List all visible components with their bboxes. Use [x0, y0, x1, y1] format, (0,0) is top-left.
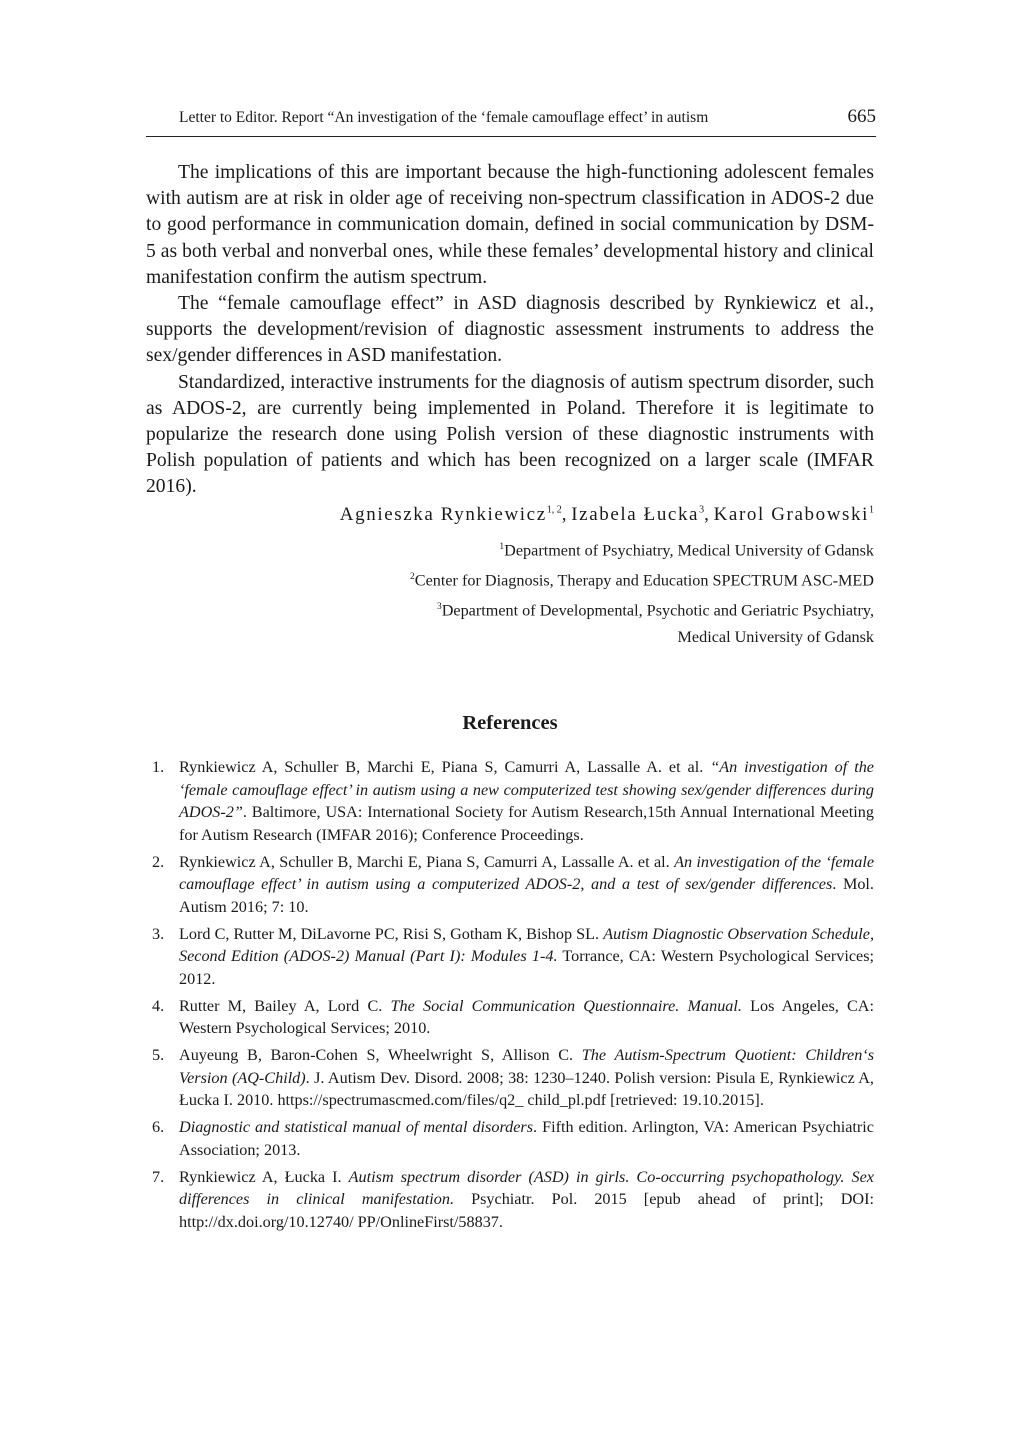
- affiliation: [146, 564, 874, 594]
- affiliation: [146, 534, 874, 564]
- reference-text: Rynkiewicz A, Schuller B, Marchi E, Piana S, Camurri A, Lassalle A. et al.: [179, 758, 711, 776]
- reference-item: [146, 995, 874, 1040]
- reference-text: Rynkiewicz A, Schuller B, Marchi E, Piana S, Camurri A, Lassalle A. et al.: [179, 852, 675, 871]
- affiliation-text: Department of Psychiatry, Medical University of Gdansk: [504, 541, 874, 560]
- reference-number: 4.: [152, 996, 165, 1015]
- reference-number: 7.: [152, 1167, 165, 1186]
- affiliation: [146, 594, 874, 624]
- reference-title: The Social Communication Questionnaire. Manual.: [390, 996, 742, 1015]
- reference-item: [146, 851, 874, 919]
- reference-item: [146, 1044, 874, 1112]
- reference-title: Autism Diagnostic Observation Schedule, Second Edition (ADOS-2) Manual (Part I): Modules 1-4.: [179, 924, 874, 965]
- reference-text: Rynkiewicz A, Łucka I.: [179, 1167, 349, 1186]
- reference-text: Auyeung B, Baron-Cohen S, Wheelwright S, Allison C.: [179, 1046, 582, 1064]
- reference-text: Psychiatr. Pol. 2015 [epub ahead of print]; DOI: http://dx.doi.org/10.12740/ PP/OnlineFirst/58837.: [179, 1190, 874, 1231]
- reference-text: . Fifth edition. Arlington, VA: American Psychiatric Association; 2013.: [179, 1118, 874, 1159]
- page-number: 665: [847, 106, 876, 127]
- author-separator: ,: [704, 504, 714, 526]
- body-text: [146, 160, 874, 501]
- reference-text: Torrance, CA: Western Psychological Services; 2012.: [179, 947, 875, 988]
- author-name: Karol Grabowski: [713, 504, 869, 526]
- author: [714, 504, 874, 525]
- reference-number: 6.: [152, 1118, 165, 1136]
- running-title: Letter to Editor. Report “An investigation of the ‘female camouflage effect’ in autism: [179, 109, 709, 126]
- author-name: Agnieszka Rynkiewicz: [339, 504, 547, 526]
- reference-item: [146, 923, 874, 991]
- body-paragraph: The implications of this are important because the high-functioning adolescent females with autism are at risk in older age of receiving non-spectrum classification in ADOS-2 due to good performance in communication domain, defined in social communication by DSM-5 as both verbal and nonverbal ones, while these females’ developmental history and clinical manifestation confirm the autism spectrum.: [146, 162, 874, 288]
- reference-text: . Mol. Autism 2016; 7: 10.: [179, 875, 874, 916]
- reference-item: [146, 1166, 874, 1234]
- author: [571, 504, 713, 525]
- author-affil-sup: 1, 2: [546, 505, 562, 516]
- body-paragraph: Standardized, interactive instruments for the diagnosis of autism spectrum disorder, such as ADOS-2, are currently being implemented in Poland. Therefore it is legitimate to popularize the research done using Polish version of these diagnostic instruments with Polish population of patients and which has been recognized on a larger scale (IMFAR 2016).: [146, 371, 874, 498]
- affiliations: [146, 534, 874, 650]
- affiliation-sup: 1: [499, 542, 505, 552]
- author: [340, 504, 571, 525]
- reference-item: [146, 1116, 874, 1161]
- reference-text: Lord C, Rutter M, DiLavorne PC, Risi S, Gotham K, Bishop SL.: [179, 924, 604, 943]
- reference-title: Autism spectrum disorder (ASD) in girls. Co-occurring psychopathology. Sex differences in clinical manifestation.: [179, 1167, 874, 1208]
- author-affil-sup: 3: [699, 505, 705, 516]
- affiliation-sup: 3: [436, 601, 442, 612]
- author-line: [146, 498, 874, 528]
- running-header: [146, 106, 876, 137]
- reference-title: An investigation of the ‘female camouflage effect’ in autism using a computerized ADOS-2, and a test of sex/gender differences: [179, 852, 874, 893]
- reference-text: Rutter M, Bailey A, Lord C.: [179, 996, 391, 1015]
- reference-text: . J. Autism Dev. Disord. 2008; 38: 1230–1240. Polish version: Pisula E, Rynkiewicz A, Łucka I. 2010. https://spectrumascmed.com/files/q2_ child_pl.pdf [retrieved: 19.10.2015].: [179, 1068, 874, 1109]
- affiliation-text: Center for Diagnosis, Therapy and Education SPECTRUM ASC-MED: [414, 571, 874, 590]
- reference-title: Diagnostic and statistical manual of mental disorders: [179, 1118, 534, 1136]
- affiliation: [146, 624, 874, 651]
- reference-list: [146, 756, 874, 1238]
- reference-number: 3.: [152, 924, 165, 943]
- body-paragraph: The “female camouflage effect” in ASD diagnosis described by Rynkiewicz et al., supports the development/revision of diagnostic assessment instruments to address the sex/gender differences in ASD manifestation.: [146, 293, 874, 367]
- affiliation-text: Department of Developmental, Psychotic and Geriatric Psychiatry,: [441, 601, 874, 620]
- affiliation-text: Medical University of Gdansk: [677, 627, 874, 646]
- author-separator: ,: [561, 504, 572, 526]
- reference-title: “An investigation of the ‘female camouflage effect’ in autism using a new computerized test showing sex/gender differences during ADOS-2”: [179, 758, 874, 821]
- reference-number: 1.: [152, 758, 165, 776]
- reference-number: 5.: [152, 1046, 165, 1064]
- reference-text: . Baltimore, USA: International Society for Autism Research,15th Annual International Meeting for Autism Research (IMFAR 2016); Conference Proceedings.: [179, 803, 874, 844]
- references-heading: References: [462, 712, 558, 734]
- author-affil-sup: 1: [869, 505, 874, 516]
- affiliation-sup: 2: [410, 571, 415, 582]
- author-name: Izabela Łucka: [571, 504, 700, 526]
- reference-item: [146, 756, 874, 846]
- reference-title: The Autism-Spectrum Quotient: Children‘s Version (AQ-Child): [179, 1046, 874, 1087]
- reference-text: Los Angeles, CA: Western Psychological Services; 2010.: [179, 996, 874, 1037]
- reference-number: 2.: [152, 852, 165, 871]
